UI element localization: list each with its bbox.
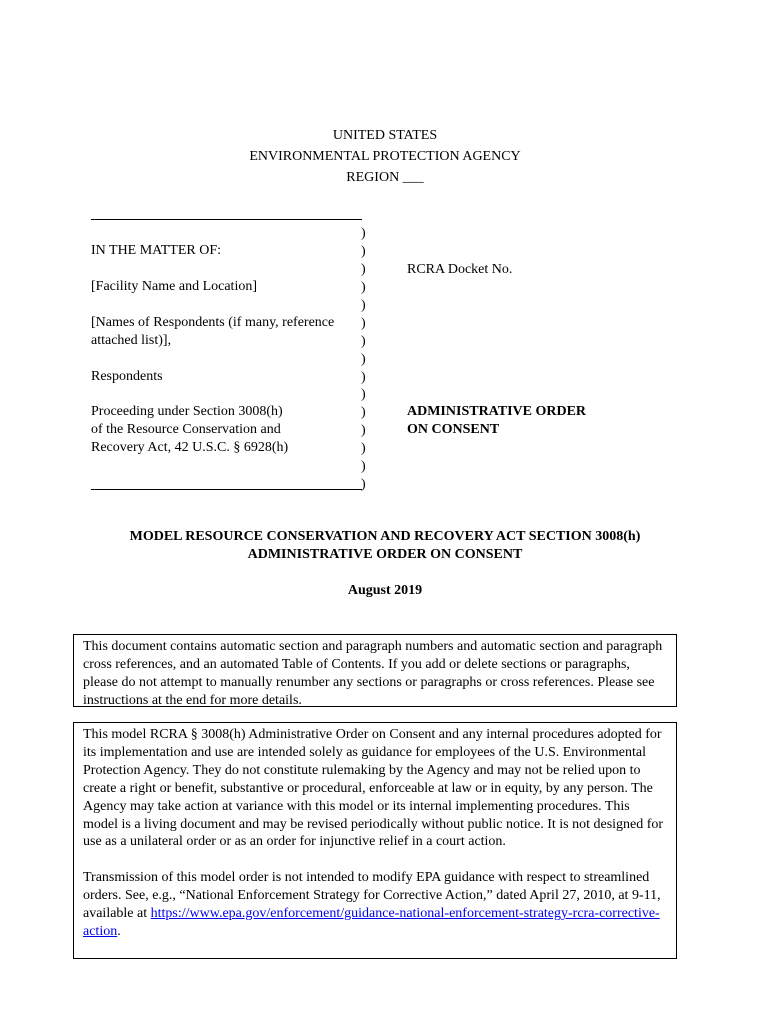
document-title-line1: MODEL RESOURCE CONSERVATION AND RECOVERY ACT SECTION 3008(h) — [129, 529, 641, 544]
document-date: August 2019 — [347, 583, 423, 598]
paren-15: ) — [361, 477, 366, 492]
paren-10: ) — [361, 387, 366, 402]
transmission-text: Transmission of this model order is not intended to modify EPA guidance with respect to streamlined orders. See, e.g., “National Enforcement Strategy for Corrective Action,” dated April 27, 2010, at 9-11, available at — [83, 870, 661, 922]
paren-6: ) — [361, 316, 366, 331]
respondents-names-line2: attached list)], — [91, 333, 172, 348]
epa-guidance-link[interactable]: https://www.epa.gov/enforcement/guidance-national-enforcement-strategy-rcra-corrective-action — [83, 906, 660, 939]
paren-4: ) — [361, 280, 366, 295]
disclaimer-paragraph: This model RCRA § 3008(h) Administrative Order on Consent and any internal procedures adopted for its implementation and use are intended solely as guidance for employees of the U.S. Environmental Protection Agency. They do not constitute rulemaking by the Agency and may not be relied upon to create a right or benefit, substantive or procedural, enforceable at law or in equity, by any person. The Agency may take action at variance with this model or its internal implementing procedures. This model is a living document and may be revised periodically without public notice. It is not designed for use as a unilateral order or as an order for injunctive relief in a court action. — [83, 727, 664, 850]
disclaimer-box — [73, 722, 677, 959]
order-title-line2: ON CONSENT — [407, 422, 500, 437]
paren-5: ) — [361, 298, 366, 313]
header-region: REGION ___ — [346, 170, 424, 185]
paren-1: ) — [361, 226, 366, 241]
facility-placeholder: [Facility Name and Location] — [91, 279, 257, 294]
paren-7: ) — [361, 334, 366, 349]
header-united-states: UNITED STATES — [332, 128, 438, 143]
transmission-end: . — [117, 923, 121, 939]
paren-11: ) — [361, 405, 366, 420]
order-title-line1: ADMINISTRATIVE ORDER — [407, 404, 587, 419]
paren-9: ) — [361, 370, 366, 385]
paren-12: ) — [361, 423, 366, 438]
caption-bottom-rule — [91, 489, 362, 490]
paren-14: ) — [361, 459, 366, 474]
paren-13: ) — [361, 441, 366, 456]
automation-notice-text: This document contains automatic section and paragraph numbers and automatic section and paragraph cross references, and an automated Table of Contents. If you add or delete sections or paragraphs, please do not attempt to manually renumber any sections or paragraphs or cross references. Please see instructions at the end for more details. — [83, 639, 663, 708]
caption-top-rule — [91, 219, 362, 220]
automation-notice-box — [73, 634, 677, 707]
respondents-names-line1: [Names of Respondents (if many, reference — [91, 315, 335, 330]
paren-3: ) — [361, 262, 366, 277]
transmission-paragraph — [83, 869, 668, 941]
respondents-label: Respondents — [91, 369, 163, 384]
document-title-line2: ADMINISTRATIVE ORDER ON CONSENT — [247, 547, 523, 562]
docket-number-label: RCRA Docket No. — [407, 262, 513, 277]
paren-8: ) — [361, 352, 366, 367]
proceeding-line1: Proceeding under Section 3008(h) — [91, 404, 283, 419]
header-agency: ENVIRONMENTAL PROTECTION AGENCY — [249, 149, 521, 164]
paren-2: ) — [361, 244, 366, 259]
in-the-matter-label: IN THE MATTER OF: — [91, 243, 222, 258]
proceeding-line3: Recovery Act, 42 U.S.C. § 6928(h) — [91, 440, 289, 455]
proceeding-line2: of the Resource Conservation and — [91, 422, 281, 437]
